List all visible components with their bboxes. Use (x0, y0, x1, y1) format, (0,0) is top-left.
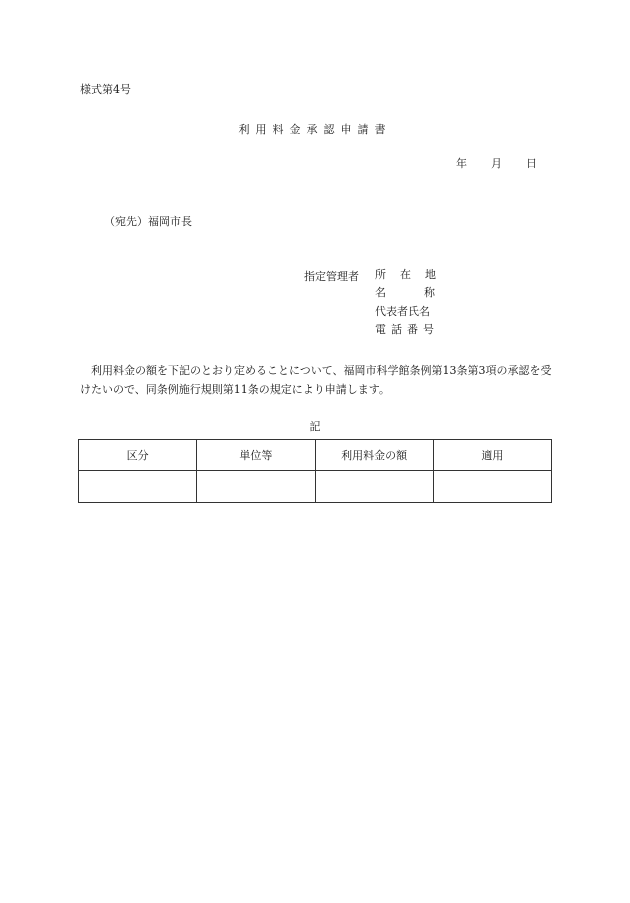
header-category: 区分 (79, 440, 197, 471)
body-paragraph: 利用料金の額を下記のとおり定めることについて、福岡市科学館条例第13条第3項の承認を受けたいので、同条例施行規則第11条の規定により申請します。 (80, 364, 552, 396)
table-header-row (79, 440, 552, 471)
date-year-label: 年 (456, 157, 467, 170)
date-line (456, 155, 537, 171)
fee-table (78, 439, 552, 503)
table-cell[interactable] (315, 471, 433, 503)
table-cell[interactable] (433, 471, 551, 503)
field-address-label: 所在地 (375, 268, 450, 281)
form-number: 様式第4号 (80, 83, 131, 96)
date-month-label: 月 (491, 157, 502, 170)
addressee: （宛先）福岡市長 (104, 215, 192, 228)
applicant-label: 指定管理者 (304, 270, 359, 283)
date-day-label: 日 (526, 157, 537, 170)
ki-heading: 記 (309, 420, 321, 433)
table-row (79, 471, 552, 503)
header-fee-amount: 利用料金の額 (315, 440, 433, 471)
field-representative-label: 代表者氏名 (375, 304, 430, 318)
document-title: 利用料金承認申請書 (238, 123, 392, 136)
applicant-fields (375, 268, 473, 341)
header-unit: 単位等 (197, 440, 315, 471)
field-phone-label: 電話番号 (375, 322, 439, 336)
table-cell[interactable] (197, 471, 315, 503)
table-cell[interactable] (79, 471, 197, 503)
field-name-label: 名称 (375, 286, 473, 300)
header-application: 適用 (433, 440, 551, 471)
